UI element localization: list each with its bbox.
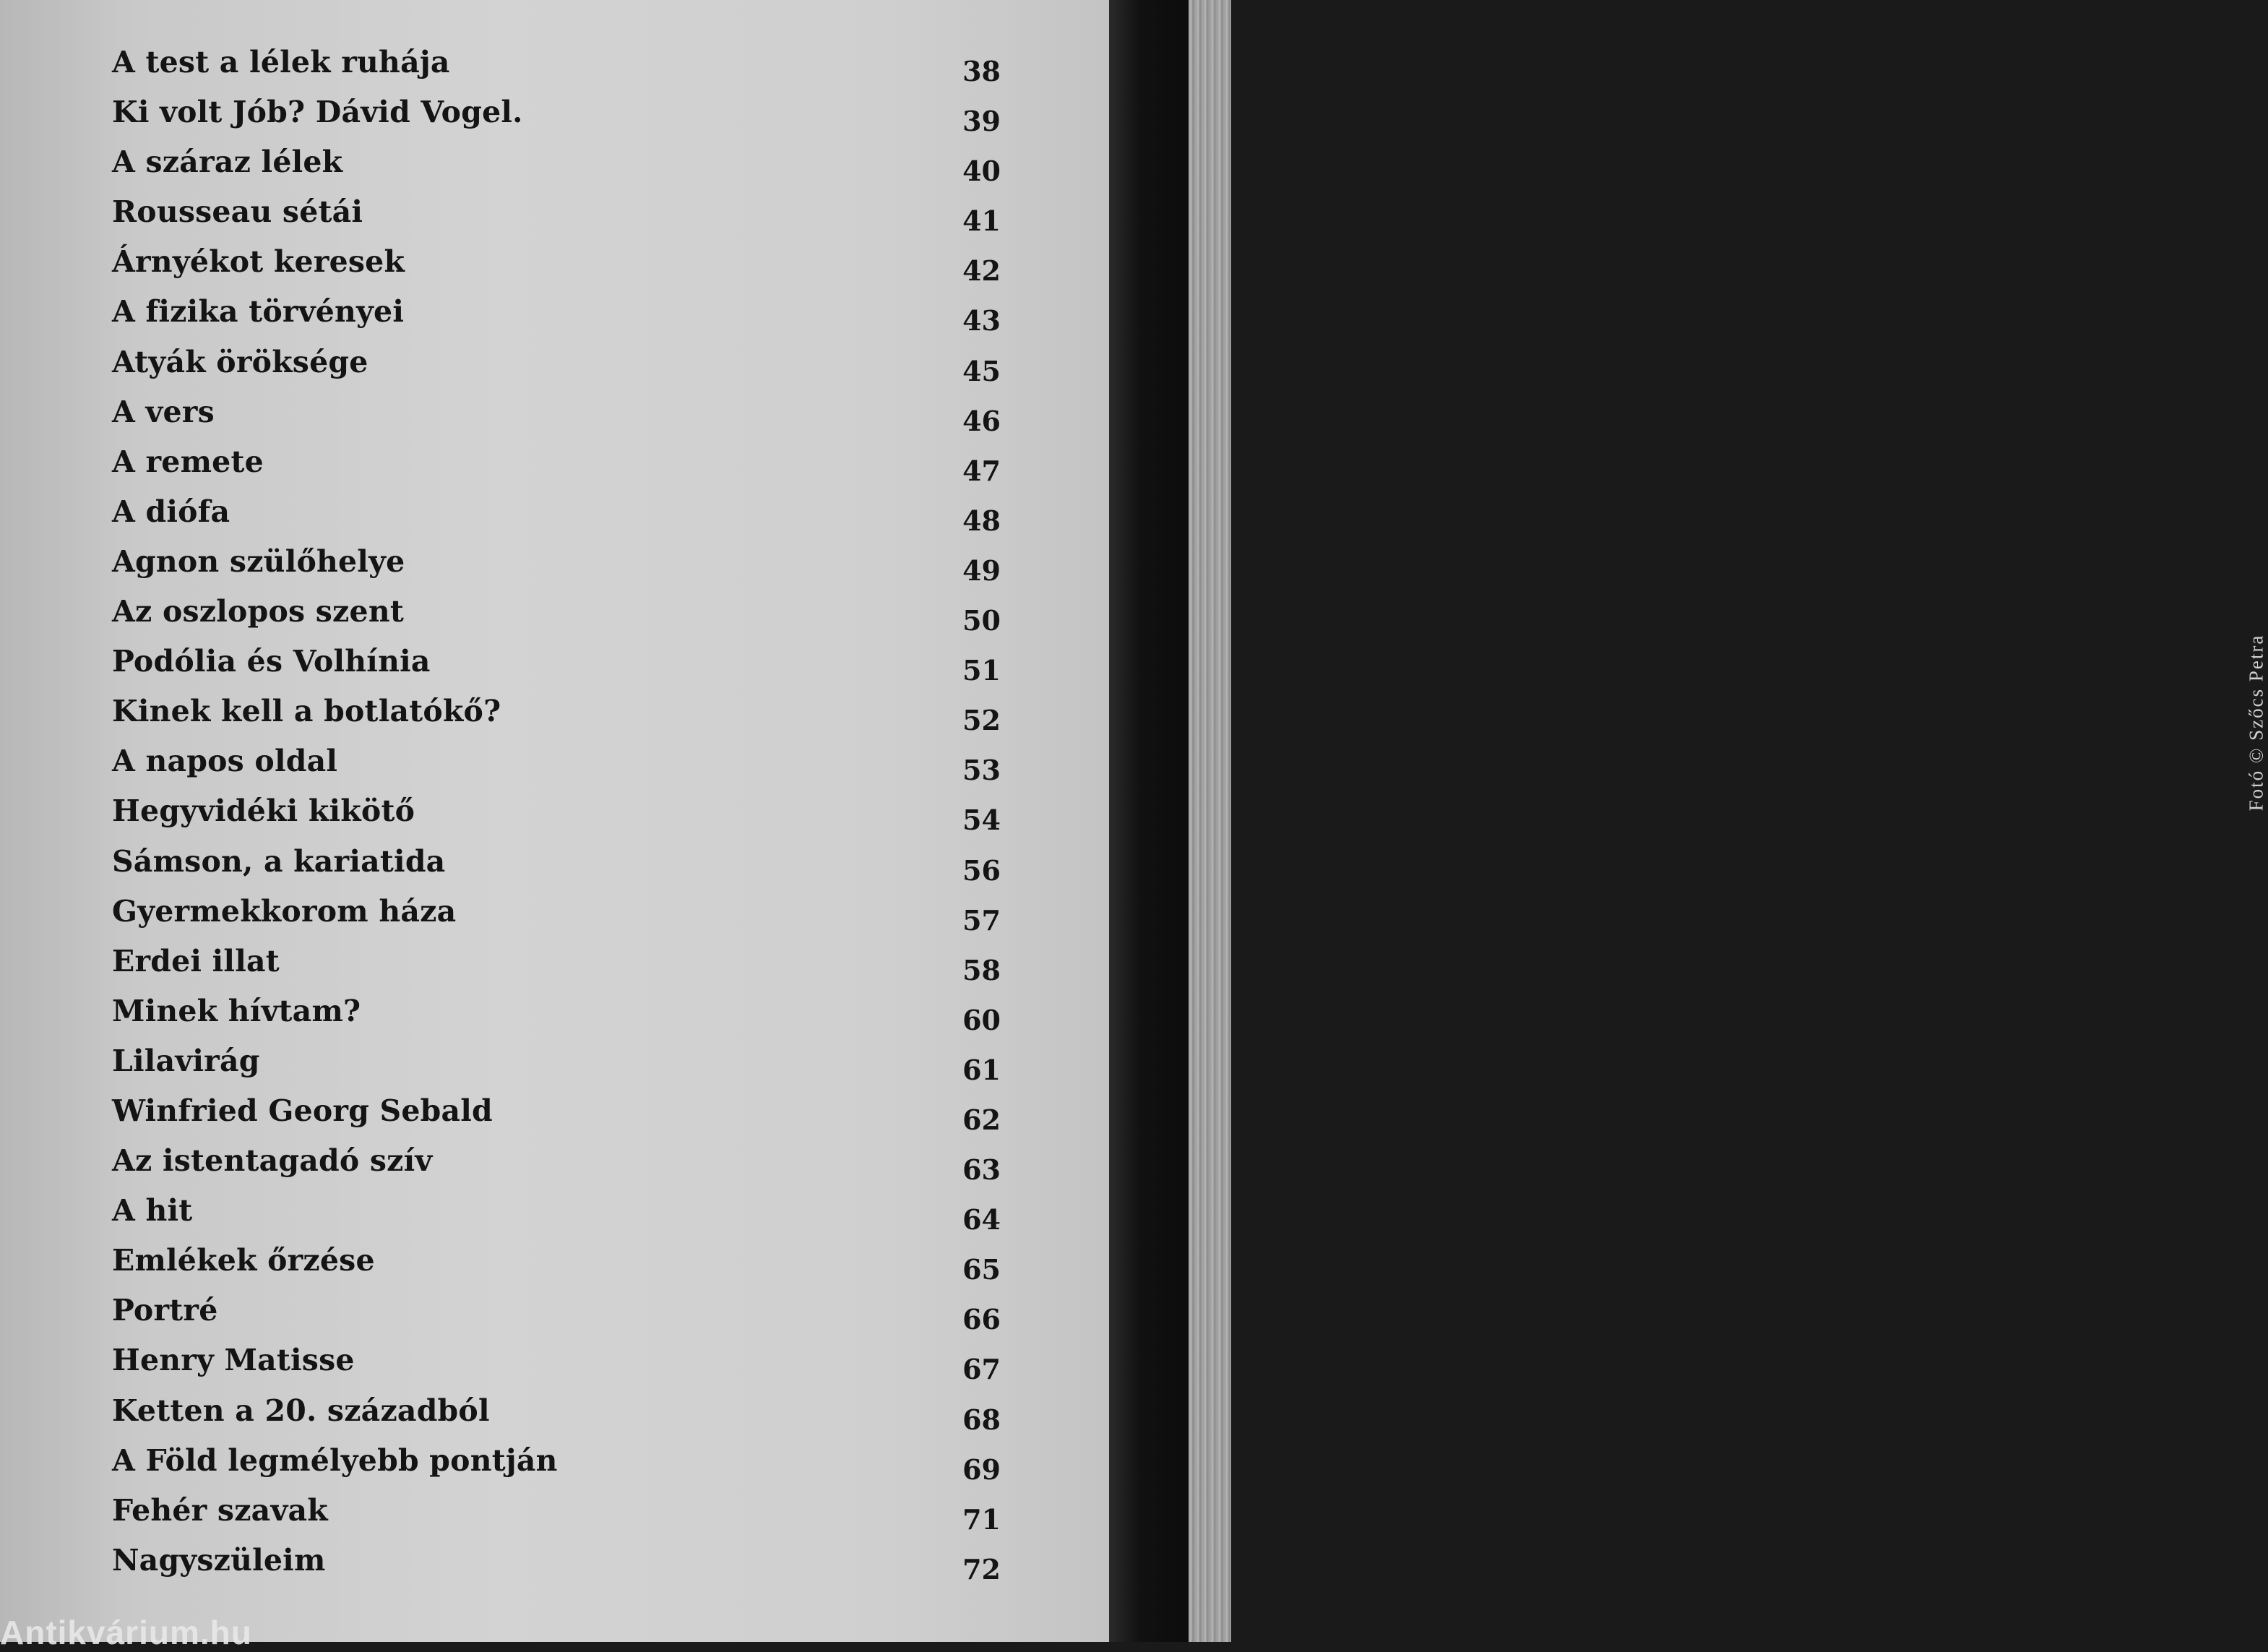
- toc-entry: [112, 1493, 1001, 1543]
- toc-entry-title: A diófa: [112, 494, 230, 529]
- toc-entry-page-number: 47: [962, 454, 1001, 487]
- toc-entry-page-number: 40: [962, 155, 1001, 188]
- toc-entry-title: Fehér szavak: [112, 1492, 328, 1528]
- site-watermark: Antikvárium.hu: [0, 1614, 252, 1651]
- toc-entry-title: Podólia és Volhínia: [112, 644, 431, 679]
- toc-entry: [112, 1293, 1001, 1343]
- toc-entry: [112, 694, 1001, 744]
- toc-entry-page-number: 62: [962, 1103, 1001, 1136]
- toc-entry-title: Agnon szülőhelye: [112, 543, 405, 579]
- toc-entry-page-number: 50: [962, 604, 1001, 637]
- toc-entry-title: Winfried Georg Sebald: [112, 1093, 493, 1128]
- toc-entry-page-number: 46: [962, 404, 1001, 437]
- toc-entry-title: Nagyszüleim: [112, 1542, 326, 1578]
- toc-entry-page-number: 58: [962, 953, 1001, 986]
- toc-entry-title: A hit: [112, 1193, 193, 1229]
- toc-entry-page-number: 56: [962, 853, 1001, 887]
- toc-entry-page-number: 66: [962, 1303, 1001, 1336]
- toc-entry-page-number: 43: [962, 304, 1001, 337]
- toc-entry: [112, 1143, 1001, 1193]
- toc-entry-page-number: 60: [962, 1003, 1001, 1036]
- toc-entry-page-number: 38: [962, 55, 1001, 87]
- photo-credit: Fotó © Szőcs Petra: [2245, 634, 2267, 812]
- toc-entry-title: Henry Matisse: [112, 1343, 355, 1378]
- toc-entry-page-number: 61: [962, 1053, 1001, 1086]
- toc-entry-page-number: 52: [962, 704, 1001, 737]
- toc-entry-title: Hegyvidéki kikötő: [112, 793, 415, 829]
- toc-entry: [112, 644, 1001, 694]
- toc-entry: [112, 145, 1001, 194]
- toc-entry-page-number: 68: [962, 1403, 1001, 1436]
- toc-entry-title: Lilavirág: [112, 1043, 260, 1078]
- toc-entry-title: Sámson, a kariatida: [112, 843, 446, 879]
- toc-entry-title: Kinek kell a botlatókő?: [112, 694, 501, 729]
- toc-entry: [112, 194, 1001, 244]
- toc-entry-title: Az istentagadó szív: [112, 1143, 433, 1179]
- table-of-contents: [112, 45, 1001, 1593]
- toc-entry-page-number: 64: [962, 1203, 1001, 1236]
- toc-entry-page-number: 71: [962, 1502, 1001, 1536]
- toc-entry-page-number: 53: [962, 754, 1001, 787]
- toc-entry: [112, 395, 1001, 444]
- toc-entry: [112, 1193, 1001, 1243]
- toc-entry: [112, 1343, 1001, 1393]
- toc-entry: [112, 1243, 1001, 1293]
- toc-entry-page-number: 69: [962, 1453, 1001, 1486]
- page-edges: [1189, 0, 1231, 1642]
- toc-entry-title: Ketten a 20. századból: [112, 1393, 490, 1428]
- toc-entry-page-number: 45: [962, 354, 1001, 387]
- toc-entry-title: A fizika törvényei: [112, 294, 405, 330]
- toc-entry-page-number: 42: [962, 254, 1001, 288]
- toc-entry-page-number: 49: [962, 554, 1001, 587]
- toc-entry-title: Minek hívtam?: [112, 993, 361, 1028]
- toc-entry-page-number: 41: [962, 205, 1001, 238]
- book-spine: [1109, 0, 2267, 1642]
- toc-entry-title: Erdei illat: [112, 943, 280, 978]
- toc-entry-title: Gyermekkorom háza: [112, 893, 457, 929]
- toc-entry-page-number: 57: [962, 903, 1001, 937]
- toc-entry-page-number: 65: [962, 1253, 1001, 1286]
- toc-entry-title: A vers: [112, 394, 215, 429]
- toc-entry: [112, 544, 1001, 594]
- toc-entry: [112, 944, 1001, 994]
- toc-entry: [112, 1543, 1001, 1593]
- toc-entry: [112, 793, 1001, 843]
- toc-entry-page-number: 54: [962, 804, 1001, 837]
- toc-entry-page-number: 63: [962, 1153, 1001, 1187]
- toc-entry: [112, 244, 1001, 294]
- toc-entry-title: Atyák öröksége: [112, 344, 368, 379]
- toc-entry: [112, 1443, 1001, 1493]
- toc-entry: [112, 994, 1001, 1044]
- toc-entry: [112, 444, 1001, 494]
- toc-entry-title: Emlékek őrzése: [112, 1243, 375, 1278]
- toc-entry-page-number: 72: [962, 1552, 1001, 1586]
- toc-entry: [112, 844, 1001, 894]
- toc-entry-title: Árnyékot keresek: [112, 244, 405, 280]
- toc-entry-page-number: 67: [962, 1353, 1001, 1386]
- toc-entry: [112, 95, 1001, 145]
- toc-entry-title: A száraz lélek: [112, 145, 343, 180]
- toc-entry: [112, 1393, 1001, 1443]
- book-page: [0, 0, 1109, 1651]
- toc-entry-title: A remete: [112, 444, 264, 479]
- toc-entry-title: Az oszlopos szent: [112, 594, 404, 629]
- toc-entry-title: A test a lélek ruhája: [112, 45, 450, 79]
- toc-entry-title: Ki volt Jób? Dávid Vogel.: [112, 95, 523, 130]
- toc-entry-page-number: 39: [962, 105, 1001, 138]
- toc-entry: [112, 1044, 1001, 1093]
- toc-entry-title: Portré: [112, 1293, 218, 1328]
- toc-entry: [112, 594, 1001, 644]
- toc-entry: [112, 294, 1001, 344]
- toc-entry: [112, 1093, 1001, 1143]
- toc-entry-page-number: 51: [962, 654, 1001, 687]
- toc-entry-title: A napos oldal: [112, 744, 338, 779]
- toc-entry-title: Rousseau sétái: [112, 194, 363, 230]
- toc-entry: [112, 45, 1001, 95]
- toc-entry: [112, 894, 1001, 944]
- toc-entry: [112, 744, 1001, 793]
- toc-entry: [112, 345, 1001, 395]
- toc-entry: [112, 494, 1001, 544]
- toc-entry-title: A Föld legmélyebb pontján: [112, 1442, 558, 1478]
- toc-entry-page-number: 48: [962, 504, 1001, 537]
